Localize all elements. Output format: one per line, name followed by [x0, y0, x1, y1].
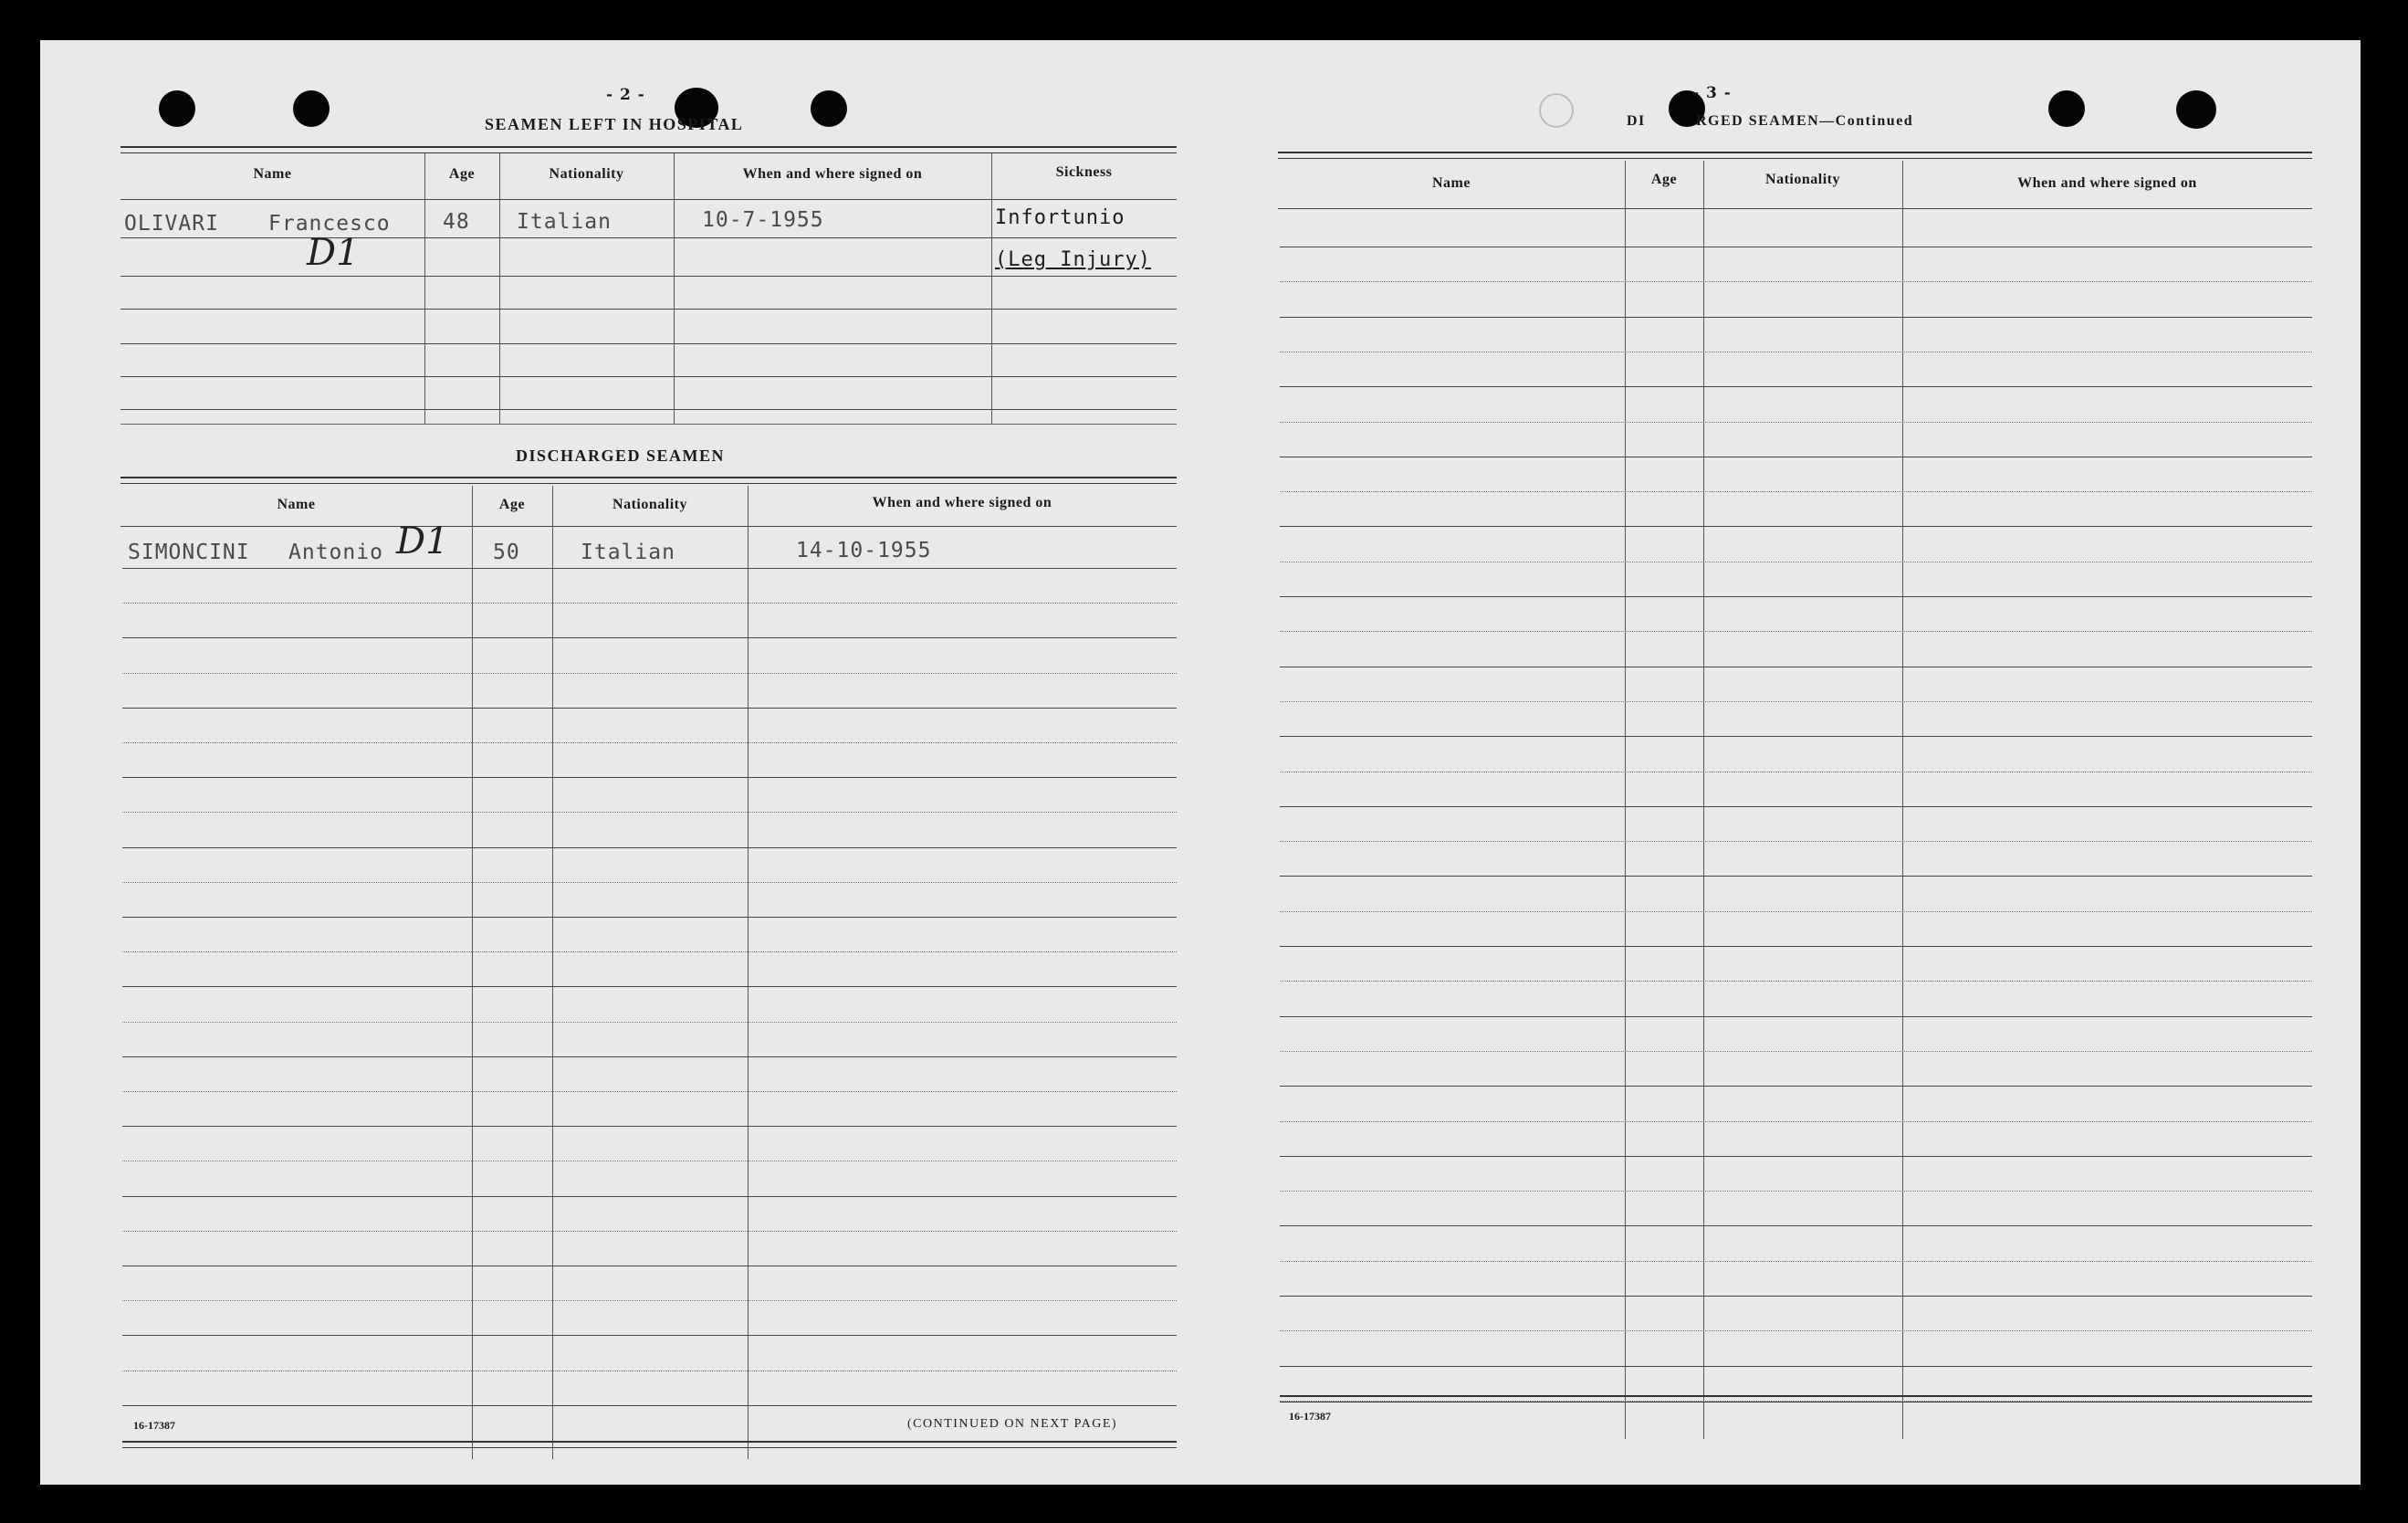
punch-hole	[2048, 90, 2085, 127]
row-rule	[122, 673, 1177, 674]
row-rule	[1280, 1191, 2312, 1192]
col-header-nationality: Nationality	[549, 166, 624, 182]
row-rule	[1280, 701, 2312, 702]
row-rule	[1280, 1016, 2312, 1017]
table-top-rule	[1278, 152, 2312, 159]
punch-hole	[811, 90, 847, 127]
row-rule	[1280, 1261, 2312, 1262]
row-rule	[1280, 1366, 2312, 1367]
col-header-age: Age	[1650, 172, 1678, 187]
table-bottom-rule	[1280, 1395, 2312, 1402]
col-divider	[1703, 161, 1704, 1439]
row-rule	[1280, 631, 2312, 632]
table-top-rule	[120, 146, 1177, 153]
row-rule	[120, 309, 1177, 310]
punch-hole-mark	[1539, 93, 1574, 128]
row-rule	[1280, 736, 2312, 737]
col-divider	[674, 153, 675, 424]
punch-hole	[2176, 90, 2216, 129]
discharged-age: 50	[493, 541, 520, 564]
row-rule	[122, 882, 1177, 883]
hospital-signed-on: 10-7-1955	[702, 208, 824, 232]
col-header-age: Age	[448, 166, 476, 182]
row-rule	[1280, 1225, 2312, 1226]
section-title-discharged-continued: RGED SEAMEN—Continued	[1696, 113, 1914, 129]
continued-note: (CONTINUED ON NEXT PAGE)	[907, 1417, 1118, 1431]
table-bottom-rule	[120, 424, 1177, 425]
section-title-fragment: DI	[1627, 113, 1646, 129]
col-header-signed-on: When and where signed on	[742, 166, 923, 182]
row-rule	[1280, 386, 2312, 387]
discharged-annotation: D1	[396, 520, 449, 562]
col-divider	[424, 153, 425, 424]
row-rule	[120, 276, 1177, 277]
hospital-surname: OLIVARI	[124, 212, 219, 236]
col-divider	[1625, 161, 1626, 1439]
row-rule	[122, 1022, 1177, 1023]
row-rule	[1280, 1121, 2312, 1122]
row-rule	[1280, 281, 2312, 282]
row-rule	[122, 1335, 1177, 1336]
row-rule	[122, 1126, 1177, 1127]
row-rule	[122, 742, 1177, 743]
page-number: - 2 -	[606, 86, 645, 104]
row-rule	[122, 986, 1177, 987]
row-rule	[122, 1056, 1177, 1057]
col-header-age: Age	[498, 497, 526, 512]
row-rule	[122, 1300, 1177, 1301]
hospital-given-name: Francesco	[268, 212, 391, 236]
row-rule	[1280, 1086, 2312, 1087]
section-title-discharged: DISCHARGED SEAMEN	[516, 446, 726, 465]
punch-hole	[293, 90, 330, 127]
col-header-name: Name	[1432, 175, 1471, 191]
form-number: 16-17387	[133, 1419, 175, 1432]
col-divider	[991, 153, 992, 424]
left-page	[40, 40, 1209, 1485]
col-divider	[472, 486, 473, 1459]
row-rule	[122, 812, 1177, 813]
discharged-given-name: Antonio	[288, 541, 383, 564]
row-rule	[1280, 1330, 2312, 1331]
col-divider	[1902, 161, 1903, 1439]
row-rule	[122, 568, 1177, 569]
right-page	[1203, 40, 2361, 1485]
row-rule	[122, 951, 1177, 952]
row-rule	[120, 376, 1177, 377]
col-divider	[748, 486, 749, 1459]
row-rule	[122, 1231, 1177, 1232]
row-rule	[1280, 911, 2312, 912]
header-rule	[120, 526, 1177, 527]
discharged-signed-on: 14-10-1955	[796, 539, 932, 562]
col-divider	[552, 486, 553, 1459]
hospital-sickness: Infortunio	[995, 206, 1125, 229]
col-divider	[499, 153, 500, 424]
page-number: - 3 -	[1692, 84, 1732, 102]
col-header-nationality: Nationality	[612, 497, 687, 512]
row-rule	[122, 777, 1177, 778]
section-title-hospital: SEAMEN LEFT IN HOSPITAL	[485, 115, 744, 133]
row-rule	[1280, 596, 2312, 597]
hospital-nationality: Italian	[517, 210, 612, 234]
form-number: 16-17387	[1289, 1410, 1331, 1423]
row-rule	[120, 409, 1177, 410]
col-header-sickness: Sickness	[1055, 164, 1113, 180]
punch-hole	[159, 90, 195, 127]
row-rule	[122, 1196, 1177, 1197]
hospital-sickness-note: (Leg Injury)	[995, 248, 1151, 271]
row-rule	[1280, 806, 2312, 807]
discharged-surname: SIMONCINI	[128, 541, 250, 564]
row-rule	[1280, 841, 2312, 842]
row-rule	[1280, 876, 2312, 877]
row-rule	[1280, 317, 2312, 318]
header-rule	[1278, 208, 2312, 209]
row-rule	[122, 708, 1177, 709]
discharged-nationality: Italian	[581, 541, 675, 564]
row-rule	[120, 343, 1177, 344]
row-rule	[122, 603, 1177, 604]
row-rule	[1280, 946, 2312, 947]
row-rule	[122, 917, 1177, 918]
row-rule	[1280, 422, 2312, 423]
col-header-name: Name	[253, 166, 292, 182]
row-rule	[1280, 526, 2312, 527]
hospital-age: 48	[443, 210, 470, 234]
row-rule	[1280, 1296, 2312, 1297]
row-rule	[122, 637, 1177, 638]
col-header-name: Name	[277, 497, 316, 512]
col-header-signed-on: When and where signed on	[872, 495, 1052, 510]
header-rule	[120, 199, 1177, 200]
table-top-rule	[120, 477, 1177, 484]
col-header-nationality: Nationality	[1765, 172, 1840, 187]
row-rule	[122, 1405, 1177, 1406]
hospital-annotation: D1	[307, 232, 360, 274]
row-rule	[122, 847, 1177, 848]
row-rule	[1280, 1156, 2312, 1157]
col-header-signed-on: When and where signed on	[2017, 175, 2197, 191]
row-rule	[1280, 981, 2312, 982]
table-bottom-rule	[122, 1441, 1177, 1448]
row-rule	[1280, 1051, 2312, 1052]
row-rule	[1280, 491, 2312, 492]
row-rule	[122, 1091, 1177, 1092]
row-rule	[120, 237, 1177, 238]
